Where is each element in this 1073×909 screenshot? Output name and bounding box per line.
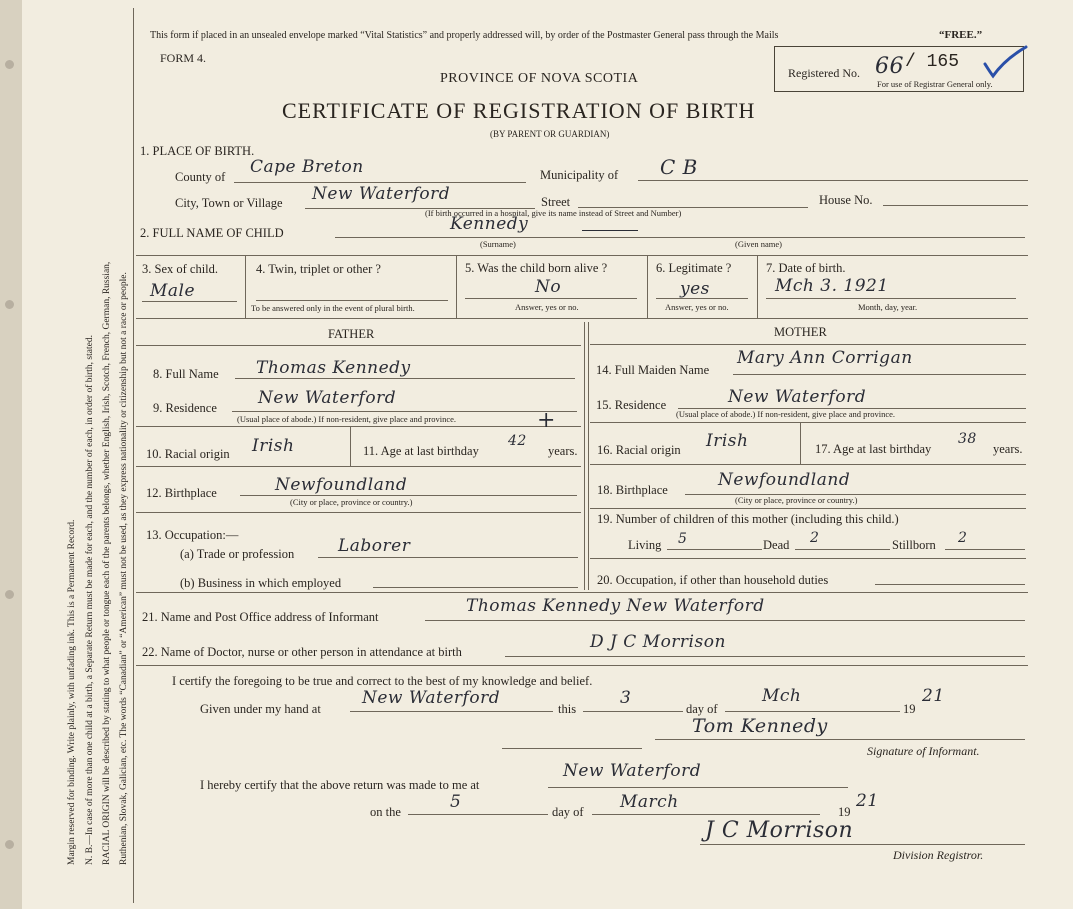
county-label: County of [175,170,226,184]
dob-label: 7. Date of birth. [766,261,846,275]
municipality-value: C B [660,155,698,179]
father-birthplace-label: 12. Birthplace [146,486,217,500]
mother-residence-value: New Waterford [728,387,867,407]
living-label: Living [628,538,662,552]
cert-year-prefix: 19 [903,702,916,716]
father-residence-note: (Usual place of abode.) If non-resident, give place and province. [237,414,457,424]
registrar-year-prefix: 19 [838,805,851,819]
father-residence-value: New Waterford [258,388,397,408]
province-heading: PROVINCE OF NOVA SCOTIA [440,71,639,86]
form-number: FORM 4. [160,51,207,65]
registration-number-handwritten: 66 [875,54,904,79]
margin-note-3: RACIAL ORIGIN will be described by stating to what people or tongue each of the parents belongs, whether English, Irish, Scotch, French, German, Russian, [102,261,112,865]
given-place-value: New Waterford [362,688,501,708]
house-label: House No. [819,193,873,207]
given-name-label: (Given name) [735,239,782,249]
father-residence-label: 9. Residence [153,401,217,415]
street-label: Street [541,195,571,209]
registrar-dayof-label: day of [552,805,584,819]
sex-value: Male [150,281,196,301]
cert-month-value: Mch [762,686,802,706]
informant-value: Thomas Kennedy New Waterford [466,596,765,616]
mother-racial-label: 16. Racial origin [597,443,681,457]
margin-rule [133,8,134,903]
stillborn-label: Stillborn [892,538,936,552]
binding-hole [5,840,14,849]
born-alive-value: No [535,277,562,297]
surname-label: (Surname) [480,239,516,249]
mother-age-label: 17. Age at last birthday [815,442,932,456]
city-label: City, Town or Village [175,196,283,210]
binding-hole [5,590,14,599]
postal-free: “FREE.” [939,29,983,41]
father-name-label: 8. Full Name [153,367,219,381]
legitimate-label: 6. Legitimate ? [656,261,732,275]
binding-hole [5,300,14,309]
registrar-signature: J C Morrison [705,818,854,843]
checkmark-icon [980,44,1030,80]
mother-residence-label: 15. Residence [596,398,667,412]
cert-day-value: 3 [620,688,632,708]
business-label: (b) Business in which employed [180,576,342,590]
mother-name-label: 14. Full Maiden Name [596,363,710,377]
signature-informant-label: Signature of Informant. [867,744,980,758]
mother-name-value: Mary Ann Corrigan [737,348,913,368]
dob-note: Month, day, year. [858,302,918,312]
informant-signature: Tom Kennedy [692,715,828,737]
margin-note-2: N. B.—In case of more than one child at a birth, a Separate Return must be made for each, and the number of each, in order of birth, stated. [85,335,95,865]
sex-label: 3. Sex of child. [142,262,219,276]
stillborn-value: 2 [958,530,968,546]
doctor-label: 22. Name of Doctor, nurse or other person in attendance at birth [142,645,462,659]
mother-birthplace-label: 18. Birthplace [597,483,668,497]
mother-occupation-label: 20. Occupation, if other than household duties [597,573,829,587]
municipality-label: Municipality of [540,168,619,182]
father-heading: FATHER [328,327,375,341]
city-value: New Waterford [312,184,451,204]
onthe-label: on the [370,805,401,819]
mother-birthplace-value: Newfoundland [718,470,851,490]
father-age-unit: years. [548,444,578,458]
father-name-value: Thomas Kennedy [256,358,411,378]
trade-value: Laborer [338,536,411,556]
registrar-day-value: 5 [450,792,462,812]
trade-label: (a) Trade or profession [180,547,295,561]
margin-note-1: Margin reserved for binding. Write plainly, with unfading ink. This is a Permanent Record. [67,519,77,865]
binding-strip [0,0,22,909]
legitimate-note: Answer, yes or no. [665,302,729,312]
county-value: Cape Breton [250,157,364,177]
registrar-place-value: New Waterford [563,761,702,781]
father-racial-value: Irish [252,436,295,456]
mother-residence-note: (Usual place of abode.) If non-resident, give place and province. [676,409,896,419]
hospital-note: (If birth occurred in a hospital, give its name instead of Street and Number) [425,208,682,218]
children-count-label: 19. Number of children of this mother (including this child.) [597,512,899,526]
mother-age-value: 38 [958,431,977,447]
separator-rule [502,748,642,749]
informant-label: 21. Name and Post Office address of Informant [142,610,379,624]
occupation-label: 13. Occupation:— [146,528,239,542]
registration-label: Registered No. [788,66,860,80]
postal-notice: This form if placed in an unsealed envelope marked “Vital Statistics” and properly addressed will, by order of the Postmaster General pass through the Mails [150,30,779,41]
certificate-title: CERTIFICATE OF REGISTRATION OF BIRTH [282,98,756,123]
column-divider [584,322,589,590]
living-value: 5 [678,531,688,547]
mother-age-unit: years. [993,442,1023,456]
father-birthplace-note: (City or place, province or country.) [290,497,413,507]
twin-label: 4. Twin, triplet or other ? [256,262,381,276]
born-alive-label: 5. Was the child born alive ? [465,261,608,275]
child-name-label: 2. FULL NAME OF CHILD [140,226,284,240]
this-label: this [558,702,577,716]
division-registrar-label: Division Registror. [893,848,984,862]
certify-statement: I certify the foregoing to be true and correct to the best of my knowledge and belief. [172,674,593,688]
mother-birthplace-note: (City or place, province or country.) [735,495,858,505]
dob-value: Mch 3. 1921 [775,276,889,296]
given-label: Given under my hand at [200,702,321,716]
cert-year-value: 21 [922,686,945,706]
legitimate-value: yes [680,279,710,299]
dead-value: 2 [810,530,820,546]
registrar-year-value: 21 [856,791,879,811]
mother-racial-value: Irish [706,431,749,451]
father-age-value: 42 [508,433,527,449]
mother-heading: MOTHER [774,325,827,339]
father-racial-label: 10. Racial origin [146,447,230,461]
dayof-label: day of [686,702,718,716]
registration-note: For use of Registrar General only. [877,79,993,89]
father-age-label: 11. Age at last birthday [363,444,479,458]
doctor-value: D J C Morrison [590,632,726,652]
registrar-statement: I hereby certify that the above return was made to me at [200,778,480,792]
dead-label: Dead [763,538,790,552]
certificate-subtitle: (BY PARENT OR GUARDIAN) [490,129,610,139]
child-surname-value: Kennedy [450,214,529,234]
margin-note-4: Ruthenian, Slovak, Galician, etc. The words “Canadian” or “American” must not be used, as they express nationality or citizenship but not a race or people. [119,272,129,865]
registrar-month-value: March [620,792,679,812]
born-alive-note: Answer, yes or no. [515,302,579,312]
registration-number-stamped: / 165 [905,52,960,72]
tick-mark-icon: + [537,408,556,433]
section-place-of-birth: 1. PLACE OF BIRTH. [140,144,255,158]
father-birthplace-value: Newfoundland [275,475,408,495]
twin-note: To be answered only in the event of plural birth. [251,303,415,313]
binding-hole [5,60,14,69]
